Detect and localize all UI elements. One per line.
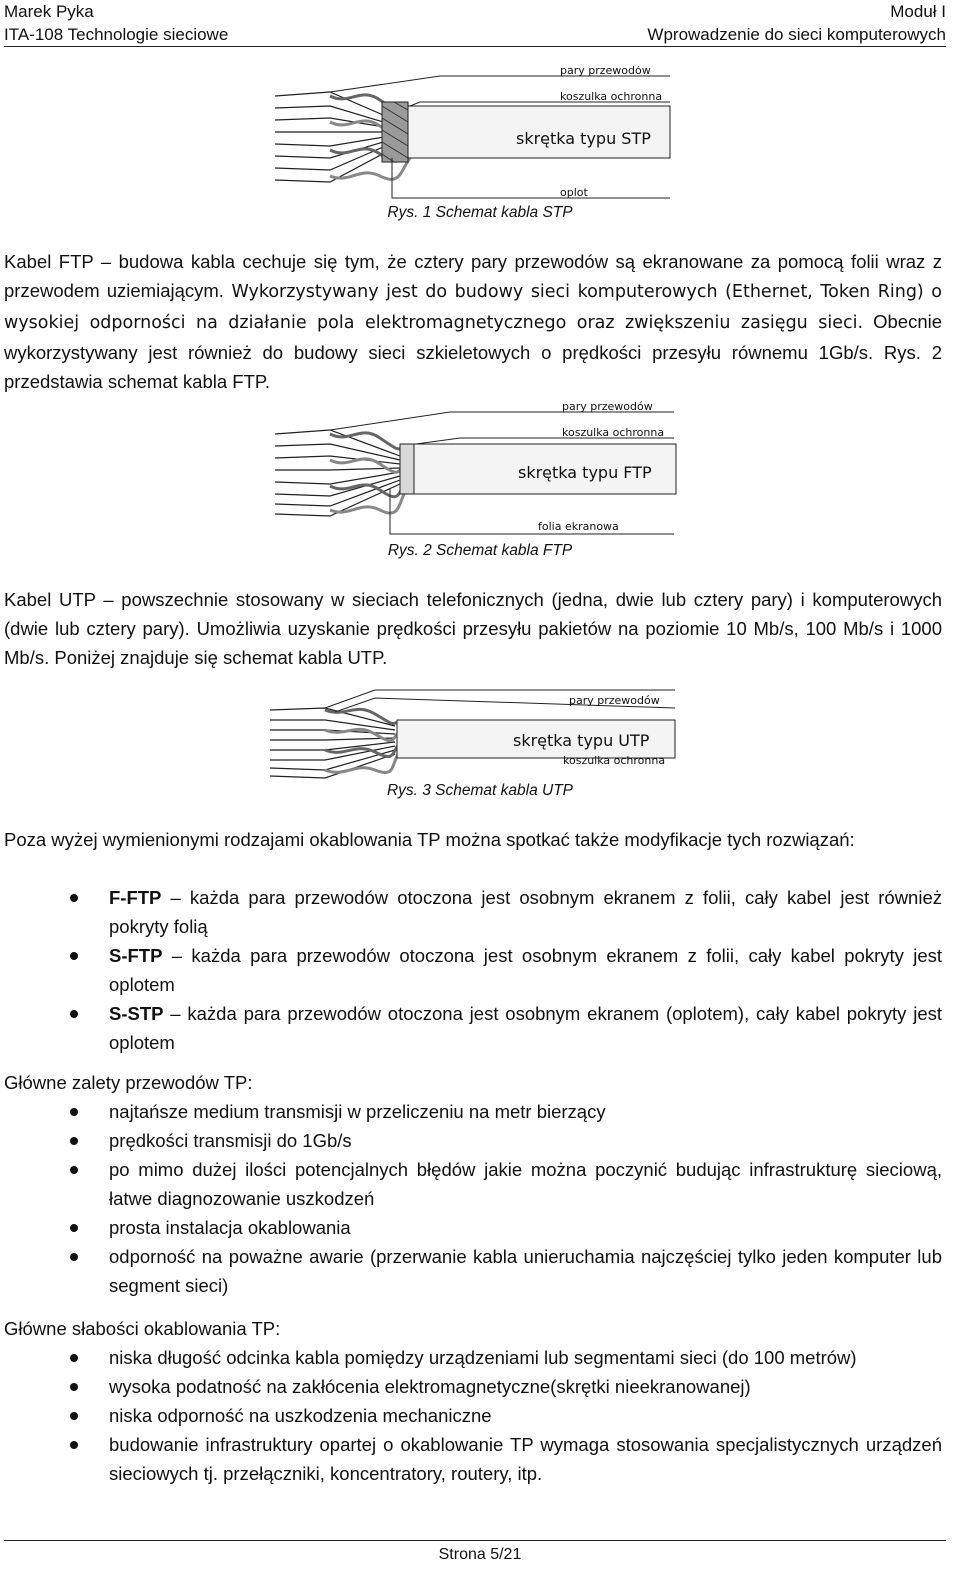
paragraph-utp: Kabel UTP – powszechnie stosowany w sieciach telefonicznych (jedna, dwie lub cztery pary) i komputerowych (dwie lub cztery pary). Umożliwia uzyskanie prędkości przesyłu pakietów na poziomie 10 Mb/s, 100 Mb/s i 1000 Mb/s. Poniżej znajduje się schemat kabla UTP. xyxy=(4,589,942,668)
weaknesses-heading: Główne słabości okablowania TP: xyxy=(4,1318,281,1339)
bullet-icon xyxy=(70,894,78,902)
figure-utp-diagram xyxy=(265,686,680,782)
advantages-heading: Główne zalety przewodów TP: xyxy=(4,1072,253,1093)
header-course: ITA-108 Technologie sieciowe xyxy=(4,25,229,44)
utp-cable-drawing xyxy=(265,686,680,782)
paragraph-ftp-end: Obecnie wykorzystywany jest również do budowy sieci szkieletowych o prędkości przesyłu równemu 1Gb/s. Rys. 2 przedstawia schemat kabla FTP. xyxy=(4,311,943,392)
weakness-text: niska długość odcinka kabla pomiędzy urządzeniami lub segmentami sieci (do 100 metrów) xyxy=(109,1347,857,1368)
list-item xyxy=(0,883,942,941)
paragraph-ftp-middle: Wykorzystywany jest do budowy sieci komputerowych (Ethernet, Token Ring) o wysokiej odporności na działanie pola elektromagnetycznego oraz zwiększeniu zasięgu sieci. xyxy=(4,282,942,333)
bullet-icon xyxy=(70,1224,78,1232)
paragraph-ftp xyxy=(4,247,942,396)
header-left xyxy=(4,0,228,46)
figure3-caption: Rys. 3 Schemat kabla UTP xyxy=(386,782,574,799)
utp-label-title: skrętka typu UTP xyxy=(513,731,650,750)
bullet-icon xyxy=(70,1108,78,1116)
list-item xyxy=(0,1213,942,1242)
advantage-text: po mimo dużej ilości potencjalnych błędów jakie można poczynić budując infrastrukturę sieciową, łatwe diagnozowanie uszkodzeń xyxy=(109,1159,942,1209)
bullet-icon xyxy=(70,1010,78,1018)
stp-label-shield: oplot xyxy=(560,186,588,199)
stp-label-title: skrętka typu STP xyxy=(516,129,651,148)
header-right xyxy=(647,0,946,46)
stp-label-jacket: koszulka ochronna xyxy=(560,90,663,103)
modification-text: – każda para przewodów otoczona jest osobnym ekranem (oplotem), cały kabel pokryty jest oplotem xyxy=(109,1003,942,1053)
stp-label-pairs: pary przewodów xyxy=(560,66,651,77)
advantage-text: prosta instalacja okablowania xyxy=(109,1217,351,1238)
list-item xyxy=(0,999,942,1057)
figure1-caption: Rys. 1 Schemat kabla STP xyxy=(387,204,573,221)
list-item xyxy=(0,1126,942,1155)
list-item xyxy=(0,1343,942,1372)
modification-text: – każda para przewodów otoczona jest osobnym ekranem z folii, cały kabel pokryty jest oplotem xyxy=(109,945,942,995)
list-item xyxy=(0,1430,942,1488)
stp-cable-drawing xyxy=(270,66,680,202)
page-number: Strona 5/21 xyxy=(438,1546,522,1563)
advantages-list xyxy=(0,1097,942,1300)
bullet-icon xyxy=(70,1137,78,1145)
modifications-list xyxy=(0,883,942,1057)
list-item xyxy=(0,1097,942,1126)
weaknesses-list xyxy=(0,1343,942,1488)
header-module-title: Wprowadzenie do sieci komputerowych xyxy=(647,25,946,44)
bullet-icon xyxy=(70,1253,78,1261)
page-header xyxy=(4,0,946,48)
figure2-caption: Rys. 2 Schemat kabla FTP xyxy=(387,542,573,559)
paragraph-modifications: Poza wyżej wymienionymi rodzajami okablowania TP można spotkać także modyfikacje tych rozwiązań: xyxy=(4,829,855,850)
header-author: Marek Pyka xyxy=(4,2,94,21)
utp-label-jacket: koszulka ochronna xyxy=(563,754,666,767)
modification-term: S-STP xyxy=(109,1003,164,1024)
weakness-text: budowanie infrastruktury opartej o okablowanie TP wymaga stosowania specjalistycznych urządzeń sieciowych tj. przełączniki, koncentratory, routery, itp. xyxy=(109,1434,942,1484)
list-item xyxy=(0,941,942,999)
bullet-icon xyxy=(70,1166,78,1174)
advantage-text: najtańsze medium transmisji w przeliczeniu na metr bierzący xyxy=(109,1101,606,1122)
header-module: Moduł I xyxy=(890,2,946,21)
utp-label-pairs: pary przewodów xyxy=(569,694,660,707)
figure-ftp-diagram xyxy=(270,400,680,538)
paragraph-ftp-intro: Kabel FTP – budowa kabla cechuje się tym, że cztery pary przewodów są ekranowane za pomocą folii wraz z przewodem uziemiającym. xyxy=(4,251,942,301)
bullet-icon xyxy=(70,1383,78,1391)
ftp-label-title: skrętka typu FTP xyxy=(518,463,652,482)
bullet-icon xyxy=(70,952,78,960)
header-rule xyxy=(4,46,946,47)
list-item xyxy=(0,1401,942,1430)
weakness-text: wysoka podatność na zakłócenia elektromagnetyczne(skrętki nieekranowanej) xyxy=(109,1376,751,1397)
weakness-text: niska odporność na uszkodzenia mechaniczne xyxy=(109,1405,492,1426)
list-item xyxy=(0,1372,942,1401)
list-item xyxy=(0,1155,942,1213)
figure-stp-diagram xyxy=(270,66,680,202)
bullet-icon xyxy=(70,1354,78,1362)
footer-rule xyxy=(4,1540,946,1541)
ftp-cable-drawing xyxy=(270,400,680,538)
modification-term: F-FTP xyxy=(109,887,162,908)
advantage-text: prędkości transmisji do 1Gb/s xyxy=(109,1130,352,1151)
advantage-text: odporność na poważne awarie (przerwanie kabla unieruchamia najczęściej tylko jeden komputer lub segment sieci) xyxy=(109,1246,942,1296)
bullet-icon xyxy=(70,1412,78,1420)
ftp-label-shield: folia ekranowa xyxy=(538,520,619,533)
list-item xyxy=(0,1242,942,1300)
modification-term: S-FTP xyxy=(109,945,163,966)
modification-text: – każda para przewodów otoczona jest osobnym ekranem z folii, cały kabel jest również pokryty folią xyxy=(109,887,942,937)
bullet-icon xyxy=(70,1441,78,1449)
ftp-label-pairs: pary przewodów xyxy=(562,400,653,413)
ftp-label-jacket: koszulka ochronna xyxy=(562,426,665,439)
